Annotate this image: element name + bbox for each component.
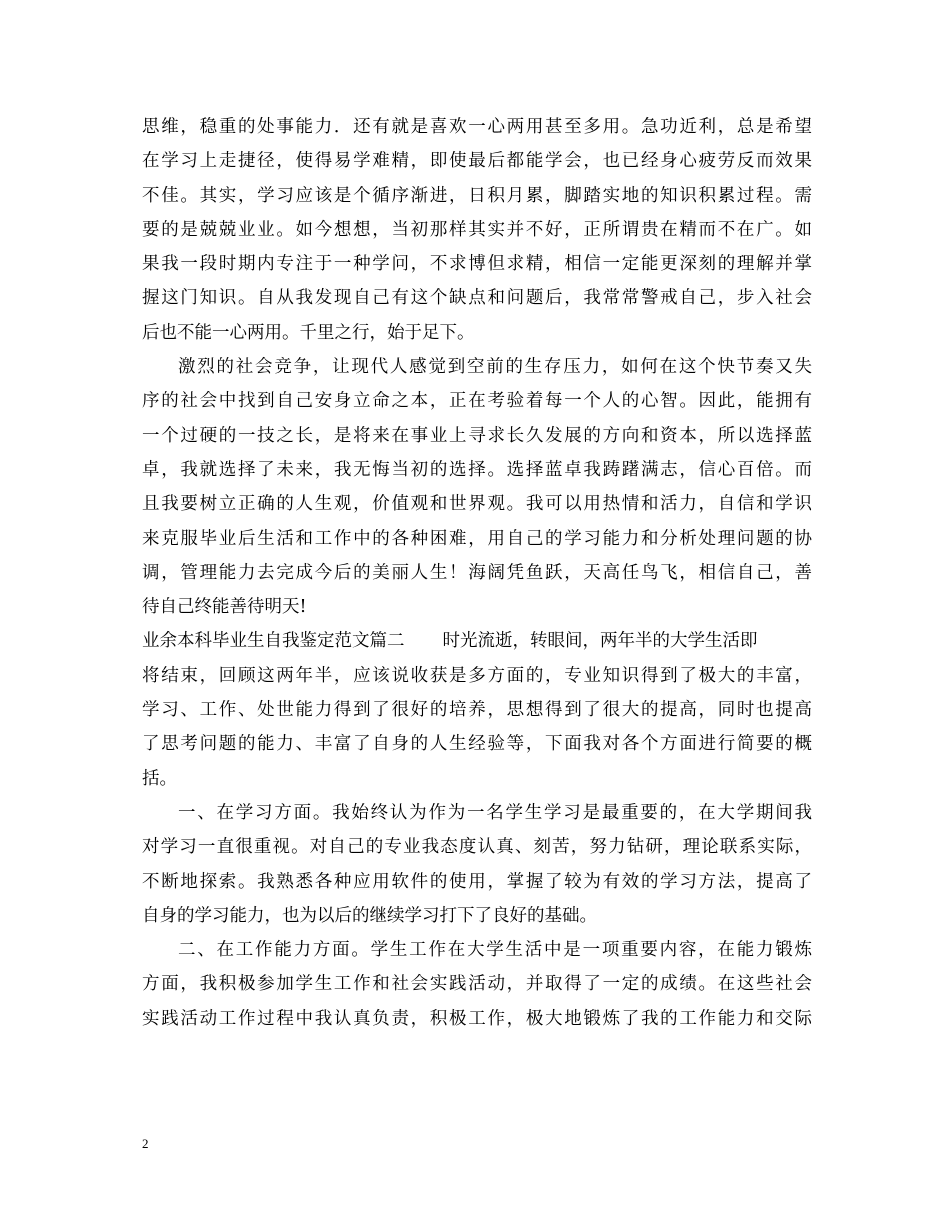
text-line: 且我要树立正确的人生观，价值观和世界观。我可以用热情和活力，自信和学识 bbox=[142, 494, 812, 515]
text-line: 不断地探索。我熟悉各种应用软件的使用，掌握了较为有效的学习方法，提高了 bbox=[142, 871, 812, 892]
text-line: 括。 bbox=[142, 768, 177, 789]
text-line: 要的是兢兢业业。如今想想，当初那样其实并不好，正所谓贵在精而不在广。如 bbox=[142, 219, 812, 240]
text-line: 方面，我积极参加学生工作和社会实践活动，并取得了一定的成绩。在这些社会 bbox=[142, 974, 812, 995]
section-lead-text: 时光流逝，转眼间，两年半的大学生活即 bbox=[442, 631, 758, 652]
text-line: 来克服毕业后生活和工作中的各种困难，用自己的学习能力和分析处理问题的协 bbox=[142, 528, 812, 549]
text-line: 激烈的社会竞争，让现代人感觉到空前的生存压力，如何在这个快节奏又失 bbox=[178, 357, 812, 378]
body-text bbox=[142, 110, 812, 1036]
text-line: 一、在学习方面。我始终认为作为一名学生学习是最重要的，在大学期间我 bbox=[178, 802, 812, 823]
text-line: 序的社会中找到自己安身立命之本，正在考验着每一个人的心智。因此，能拥有 bbox=[142, 391, 812, 412]
text-line: 二、在工作能力方面。学生工作在大学生活中是一项重要内容，在能力锻炼 bbox=[178, 940, 812, 961]
section-heading-line bbox=[142, 624, 812, 658]
text-line: 调，管理能力去完成今后的美丽人生！海阔凭鱼跃，天高任鸟飞，相信自己，善 bbox=[142, 562, 812, 583]
text-line: 对学习一直很重视。对自己的专业我态度认真、刻苦，努力钻研，理论联系实际， bbox=[142, 837, 812, 858]
text-line: 待自己终能善待明天! bbox=[142, 597, 307, 618]
text-line: 不佳。其实，学习应该是个循序渐进，日积月累，脚踏实地的知识积累过程。需 bbox=[142, 185, 812, 206]
text-line: 一个过硬的一技之长，是将来在事业上寻求长久发展的方向和资本，所以选择蓝 bbox=[142, 425, 812, 446]
text-line: 握这门知识。自从我发现自己有这个缺点和问题后，我常常警戒自己，步入社会 bbox=[142, 288, 812, 309]
text-line: 在学习上走捷径，使得易学难精，即使最后都能学会，也已经身心疲劳反而效果 bbox=[142, 151, 812, 172]
text-line: 卓，我就选择了未来，我无悔当初的选择。选择蓝卓我踌躇满志，信心百倍。而 bbox=[142, 459, 812, 480]
text-line: 果我一段时期内专注于一种学问，不求博但求精，相信一定能更深刻的理解并掌 bbox=[142, 254, 812, 275]
text-line: 自身的学习能力，也为以后的继续学习打下了良好的基础。 bbox=[142, 905, 597, 926]
page-number: 2 bbox=[142, 1136, 149, 1151]
text-line: 思维，稳重的处事能力．还有就是喜欢一心两用甚至多用。急功近利，总是希望 bbox=[142, 117, 812, 137]
text-line: 将结束，回顾这两年半，应该说收获是多方面的，专业知识得到了极大的丰富， bbox=[142, 665, 812, 686]
text-line: 了思考问题的能力、丰富了自身的人生经验等，下面我对各个方面进行简要的概 bbox=[142, 734, 812, 755]
section-title: 业余本科毕业生自我鉴定范文篇二 bbox=[142, 631, 405, 652]
text-line: 学习、工作、处世能力得到了很好的培养，思想得到了很大的提高，同时也提高 bbox=[142, 700, 812, 721]
text-line: 后也不能一心两用。千里之行，始于足下。 bbox=[142, 322, 475, 343]
text-line: 实践活动工作过程中我认真负责，积极工作，极大地锻炼了我的工作能力和交际 bbox=[142, 1008, 812, 1029]
